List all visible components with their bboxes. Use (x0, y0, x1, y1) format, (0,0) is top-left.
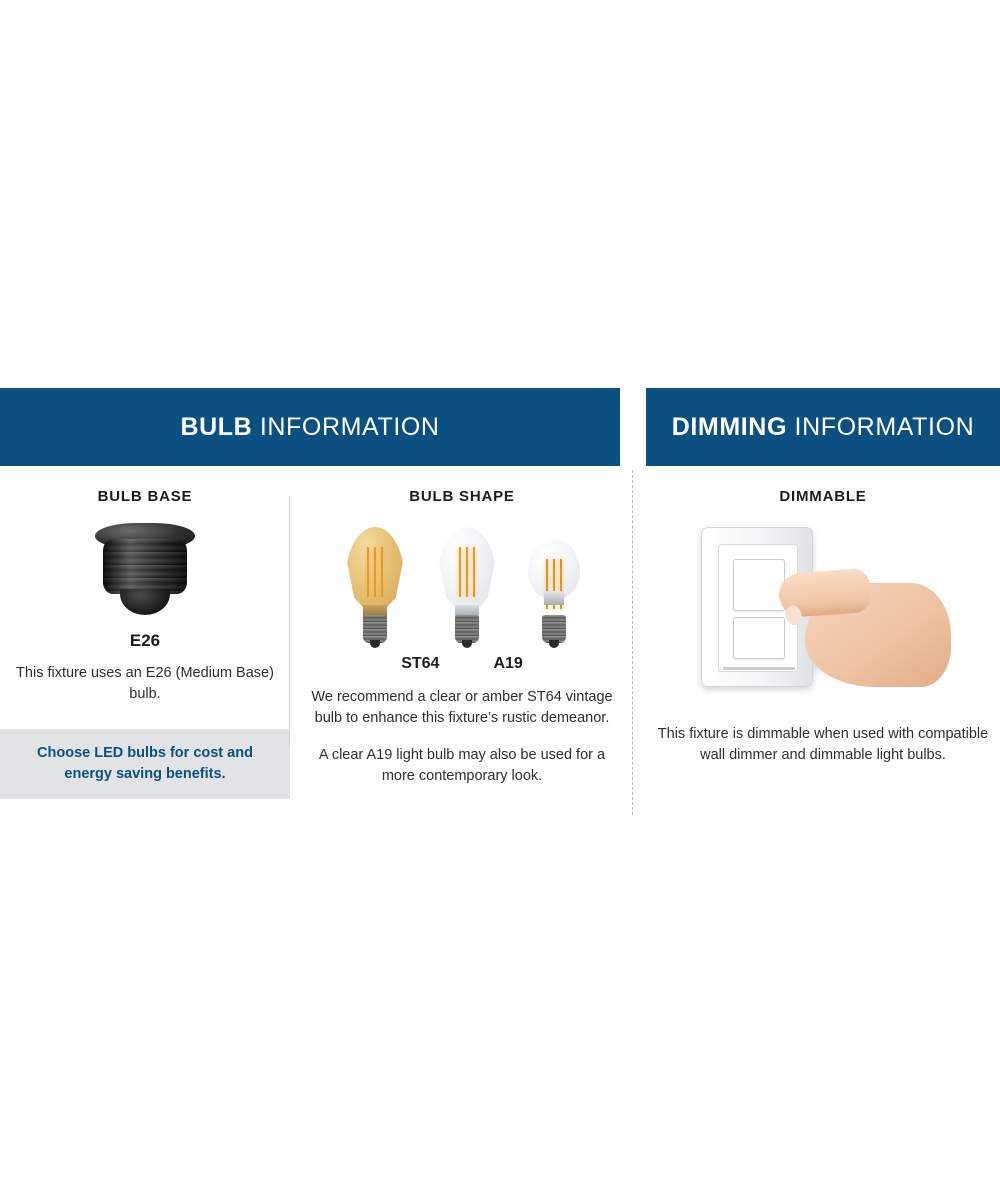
bulb-screw-base (542, 615, 566, 643)
bulb-information-header (0, 388, 620, 466)
hand-illustration (779, 549, 951, 689)
bulb-option-clear-st64 (434, 527, 500, 643)
bulb-option-amber-st64 (342, 527, 408, 643)
bulb-base-threads (103, 539, 187, 594)
bulb-header-rest: INFORMATION (252, 412, 440, 441)
bulb-header-bold: BULB (180, 412, 253, 441)
dimming-information-header (646, 388, 1000, 466)
bulb-screw-base (455, 615, 479, 643)
bulb-shape-caption-2: A clear A19 light bulb may also be used for a more contemporary look. (318, 747, 606, 784)
dimming-information-panel (646, 388, 1000, 766)
dimmer-rocker-top (733, 559, 785, 611)
dimming-header-bold: DIMMING (671, 412, 787, 441)
bulb-screw-base (363, 615, 387, 643)
index-finger (778, 568, 873, 618)
bulb-shape-title: BULB SHAPE (409, 488, 515, 505)
bulb-shape-caption-1: We recommend a clear or amber ST64 vintage bulb to enhance this fixture’s rustic demeanor. (311, 689, 613, 726)
bulb-base-label: E26 (129, 631, 161, 650)
fingernail (783, 604, 803, 627)
bulb-base-icon (90, 521, 200, 621)
dimming-caption: This fixture is dimmable when used with compatible wall dimmer and dimmable light bulbs. (657, 726, 989, 763)
filament (365, 547, 385, 597)
bulb-shape-column (290, 488, 620, 799)
bulb-base-caption: This fixture uses an E26 (Medium Base) bulb. (16, 665, 274, 702)
dimming-header-rest: INFORMATION (787, 412, 975, 441)
led-tip-box: Choose LED bulbs for cost and energy saving benefits. (0, 729, 290, 799)
bulb-neck (544, 591, 564, 605)
dimming-panel-body (646, 466, 1000, 766)
dimming-header-text (672, 413, 975, 442)
bulb-shape-icons (304, 521, 620, 643)
bulb-header-text (180, 413, 439, 442)
bulb-names-row (304, 643, 620, 673)
amber-st64-bulb-icon (342, 527, 408, 643)
filament (457, 547, 477, 597)
bulb-information-panel (0, 388, 620, 799)
wall-dimmer-switch-icon (693, 521, 953, 696)
bulb-base-column (0, 488, 290, 799)
dimmable-title: DIMMABLE (779, 488, 867, 505)
bulb-panel-body (0, 466, 620, 799)
clear-st64-bulb-icon (434, 527, 500, 643)
clear-a19-bulb-icon (526, 539, 582, 643)
bulb-name-st64: ST64 (401, 655, 440, 672)
bulb-option-clear-a19 (526, 539, 582, 643)
bulb-name-a19: A19 (493, 655, 523, 672)
dimmer-rocker-bottom (733, 617, 785, 659)
info-band (0, 388, 1000, 799)
bulb-base-title: BULB BASE (97, 488, 193, 505)
column-divider (289, 496, 290, 746)
bulb-base-tip (120, 589, 170, 615)
